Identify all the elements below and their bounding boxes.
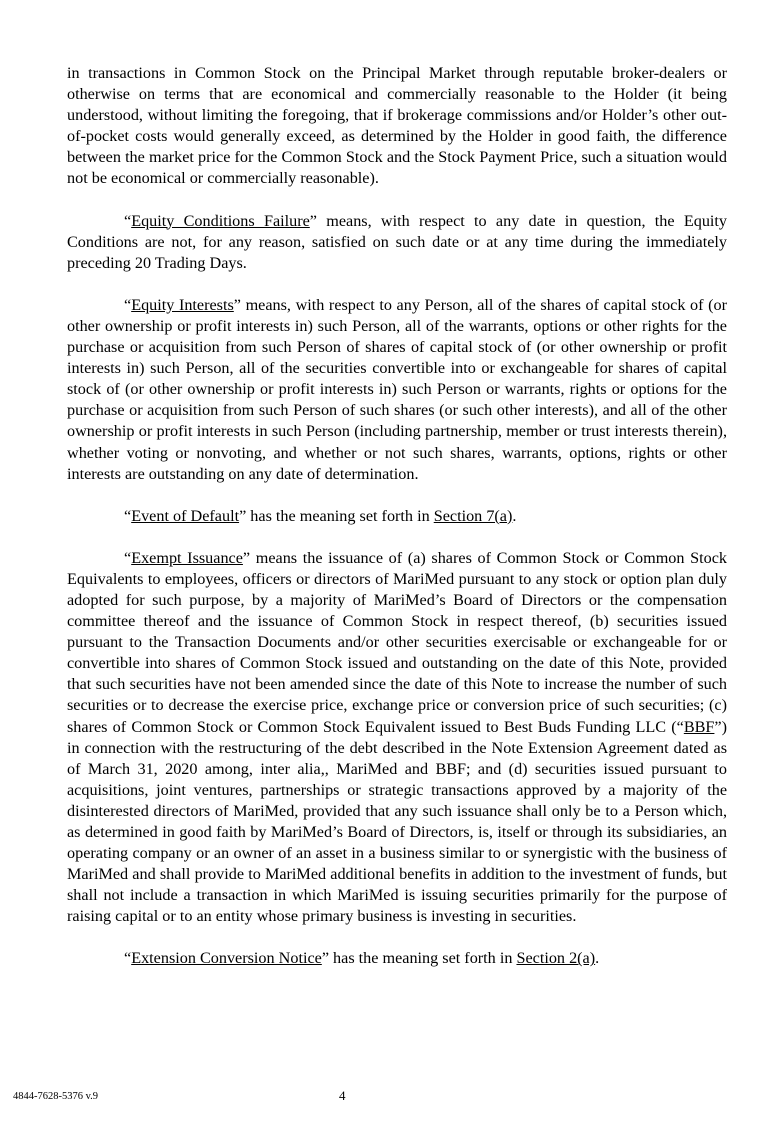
- paragraph-continuation: [67, 63, 727, 190]
- defined-term: Extension Conversion Notice: [131, 949, 322, 968]
- definition-text: ” means the issuance of (a) shares of Common Stock or Common Stock Equivalents to employees, officers or directors of MariMed pursuant to any stock or option plan duly adopted for such purpose, by a majority of MariMed’s Board of Directors or the compensation committee thereof and the issuance of Common Stock in respect thereof, (b) securities issued pursuant to the Transaction Documents and/or other securities exercisable or exchangeable for or convertible into shares of Common Stock issued and outstanding on the date of this Note, provided that such securities have not been amended since the date of this Note to increase the number of such securities or to decrease the exercise price, exchange price or conversion price of such securities; (c) shares of Common Stock or Common Stock Equivalent issued to Best Buds Funding LLC (“: [67, 548, 727, 736]
- definition-text-continued: ”) in connection with the restructuring of the debt described in the Note Extension Agreement dated as of March 31, 2020 among, inter alia,, MariMed and BBF; and (d) securities issued pursuant to acquisitions, joint ventures, partnerships or strategic transactions approved by a majority of the disinterested directors of MariMed, provided that any such issuance shall only be to a Person which, as determined in good faith by MariMed’s Board of Directors, is, itself or through its subsidiaries, an operating company or an owner of an asset in a business similar to or synergistic with the business of MariMed and shall provide to MariMed additional benefits in addition to the investment of funds, but shall not include a transaction in which MariMed is issuing securities primarily for the purpose of raising capital or to an entity whose primary business is investing in securities.: [67, 717, 727, 926]
- defined-term: Equity Interests: [131, 295, 234, 314]
- document-body: [67, 63, 727, 991]
- definition-equity-conditions-failure: “Equity Conditions Failure” means, with respect to any date in question, the Equity Conditions are not, for any reason, satisfied on such date or at any time during the immediately preceding 20 Trading Days.: [67, 211, 727, 272]
- footer-page-number: 4: [339, 1088, 346, 1103]
- section-reference: Section 7(a): [433, 506, 513, 525]
- definition-exempt-issuance: “Exempt Issuance” means the issuance of (a) shares of Common Stock or Common Stock Equivalents to employees, officers or directors of MariMed pursuant to any stock or option plan duly adopted for such purpose, by a majority of MariMed’s Board of Directors or the compensation committee thereof and the issuance of Common Stock in respect thereof, (b) securities issued pursuant to the Transaction Documents and/or other securities exercisable or exchangeable for or convertible into shares of Common Stock issued and outstanding on the date of this Note, provided that such securities have not been amended since the date of this Note to increase the number of such securities or to decrease the exercise price, exchange price or conversion price of such securities; (c) shares of Common Stock or Common Stock Equivalent issued to Best Buds Funding LLC (“BBF”) in connection with the restructuring of the debt described in the Note Extension Agreement dated as of March 31, 2020 among, inter alia,, MariMed and BBF; and (d) securities issued pursuant to acquisitions, joint ventures, partnerships or strategic transactions approved by a majority of the disinterested directors of MariMed, provided that any such issuance shall only be to a Person which, as determined in good faith by MariMed’s Board of Directors, is, itself or through its subsidiaries, an operating company or an owner of an asset in a business similar to or synergistic with the business of MariMed and shall provide to MariMed additional benefits in addition to the investment of funds, but shall not include a transaction in which MariMed is issuing securities primarily for the purpose of raising capital or to an entity whose primary business is investing in securities.: [67, 548, 727, 926]
- definition-event-of-default: “Event of Default” has the meaning set forth in Section 7(a).: [124, 506, 517, 525]
- defined-term: Exempt Issuance: [131, 548, 243, 567]
- footer-document-id: 4844-7628-5376 v.9: [13, 1091, 99, 1102]
- definition-text: ” means, with respect to any Person, all of the shares of capital stock of (or other ownership or profit interests in) such Person, all of the warrants, options or other rights for the purchase or acquisition from such Person of shares of capital stock of (or other ownership or profit interests in) such Person, all of the securities convertible into or exchangeable for shares of capital stock of (or other ownership or profit interests in) such Person or warrants, rights or options for the purchase or acquisition from such Person of such shares (or such other interests), and all of the other ownership or profit interests in such Person (including partnership, member or trust interests therein), whether voting or nonvoting, and whether or not such shares, warrants, options, rights or other interests are outstanding on any date of determination.: [67, 295, 727, 483]
- defined-term: Event of Default: [131, 506, 240, 525]
- defined-term: Equity Conditions Failure: [131, 211, 310, 230]
- defined-term-bbf: BBF: [683, 717, 715, 736]
- definition-text: ” means, with respect to any date in question, the Equity Conditions are not, for any reason, satisfied on such date or at any time during the immediately preceding 20 Trading Days.: [67, 211, 727, 272]
- definition-equity-interests: “Equity Interests” means, with respect to any Person, all of the shares of capital stock of (or other ownership or profit interests in) such Person, all of the warrants, options or other rights for the purchase or acquisition from such Person of shares of capital stock of (or other ownership or profit interests in) such Person, all of the securities convertible into or exchangeable for shares of capital stock of (or other ownership or profit interests in) such Person or warrants, rights or options for the purchase or acquisition from such Person of such shares (or such other interests), and all of the other ownership or profit interests in such Person (including partnership, member or trust interests therein), whether voting or nonvoting, and whether or not such shares, warrants, options, rights or other interests are outstanding on any date of determination.: [67, 295, 727, 483]
- paragraph-text: in transactions in Common Stock on the Principal Market through reputable broker-dealers or otherwise on terms that are economical and commercially reasonable to the Holder (it being understood, without limiting the foregoing, that if brokerage commissions and/or Holder’s other out-of-pocket costs would generally exceed, as determined by the Holder in good faith, the difference between the market price for the Common Stock and the Stock Payment Price, such a situation would not be economical or commercially reasonable).: [67, 64, 727, 188]
- definition-text: ” has the meaning set forth in: [239, 506, 434, 525]
- section-reference: Section 2(a): [516, 949, 596, 968]
- definition-text: ” has the meaning set forth in: [321, 949, 517, 968]
- definition-extension-conversion-notice: “Extension Conversion Notice” has the meaning set forth in Section 2(a).: [124, 949, 600, 968]
